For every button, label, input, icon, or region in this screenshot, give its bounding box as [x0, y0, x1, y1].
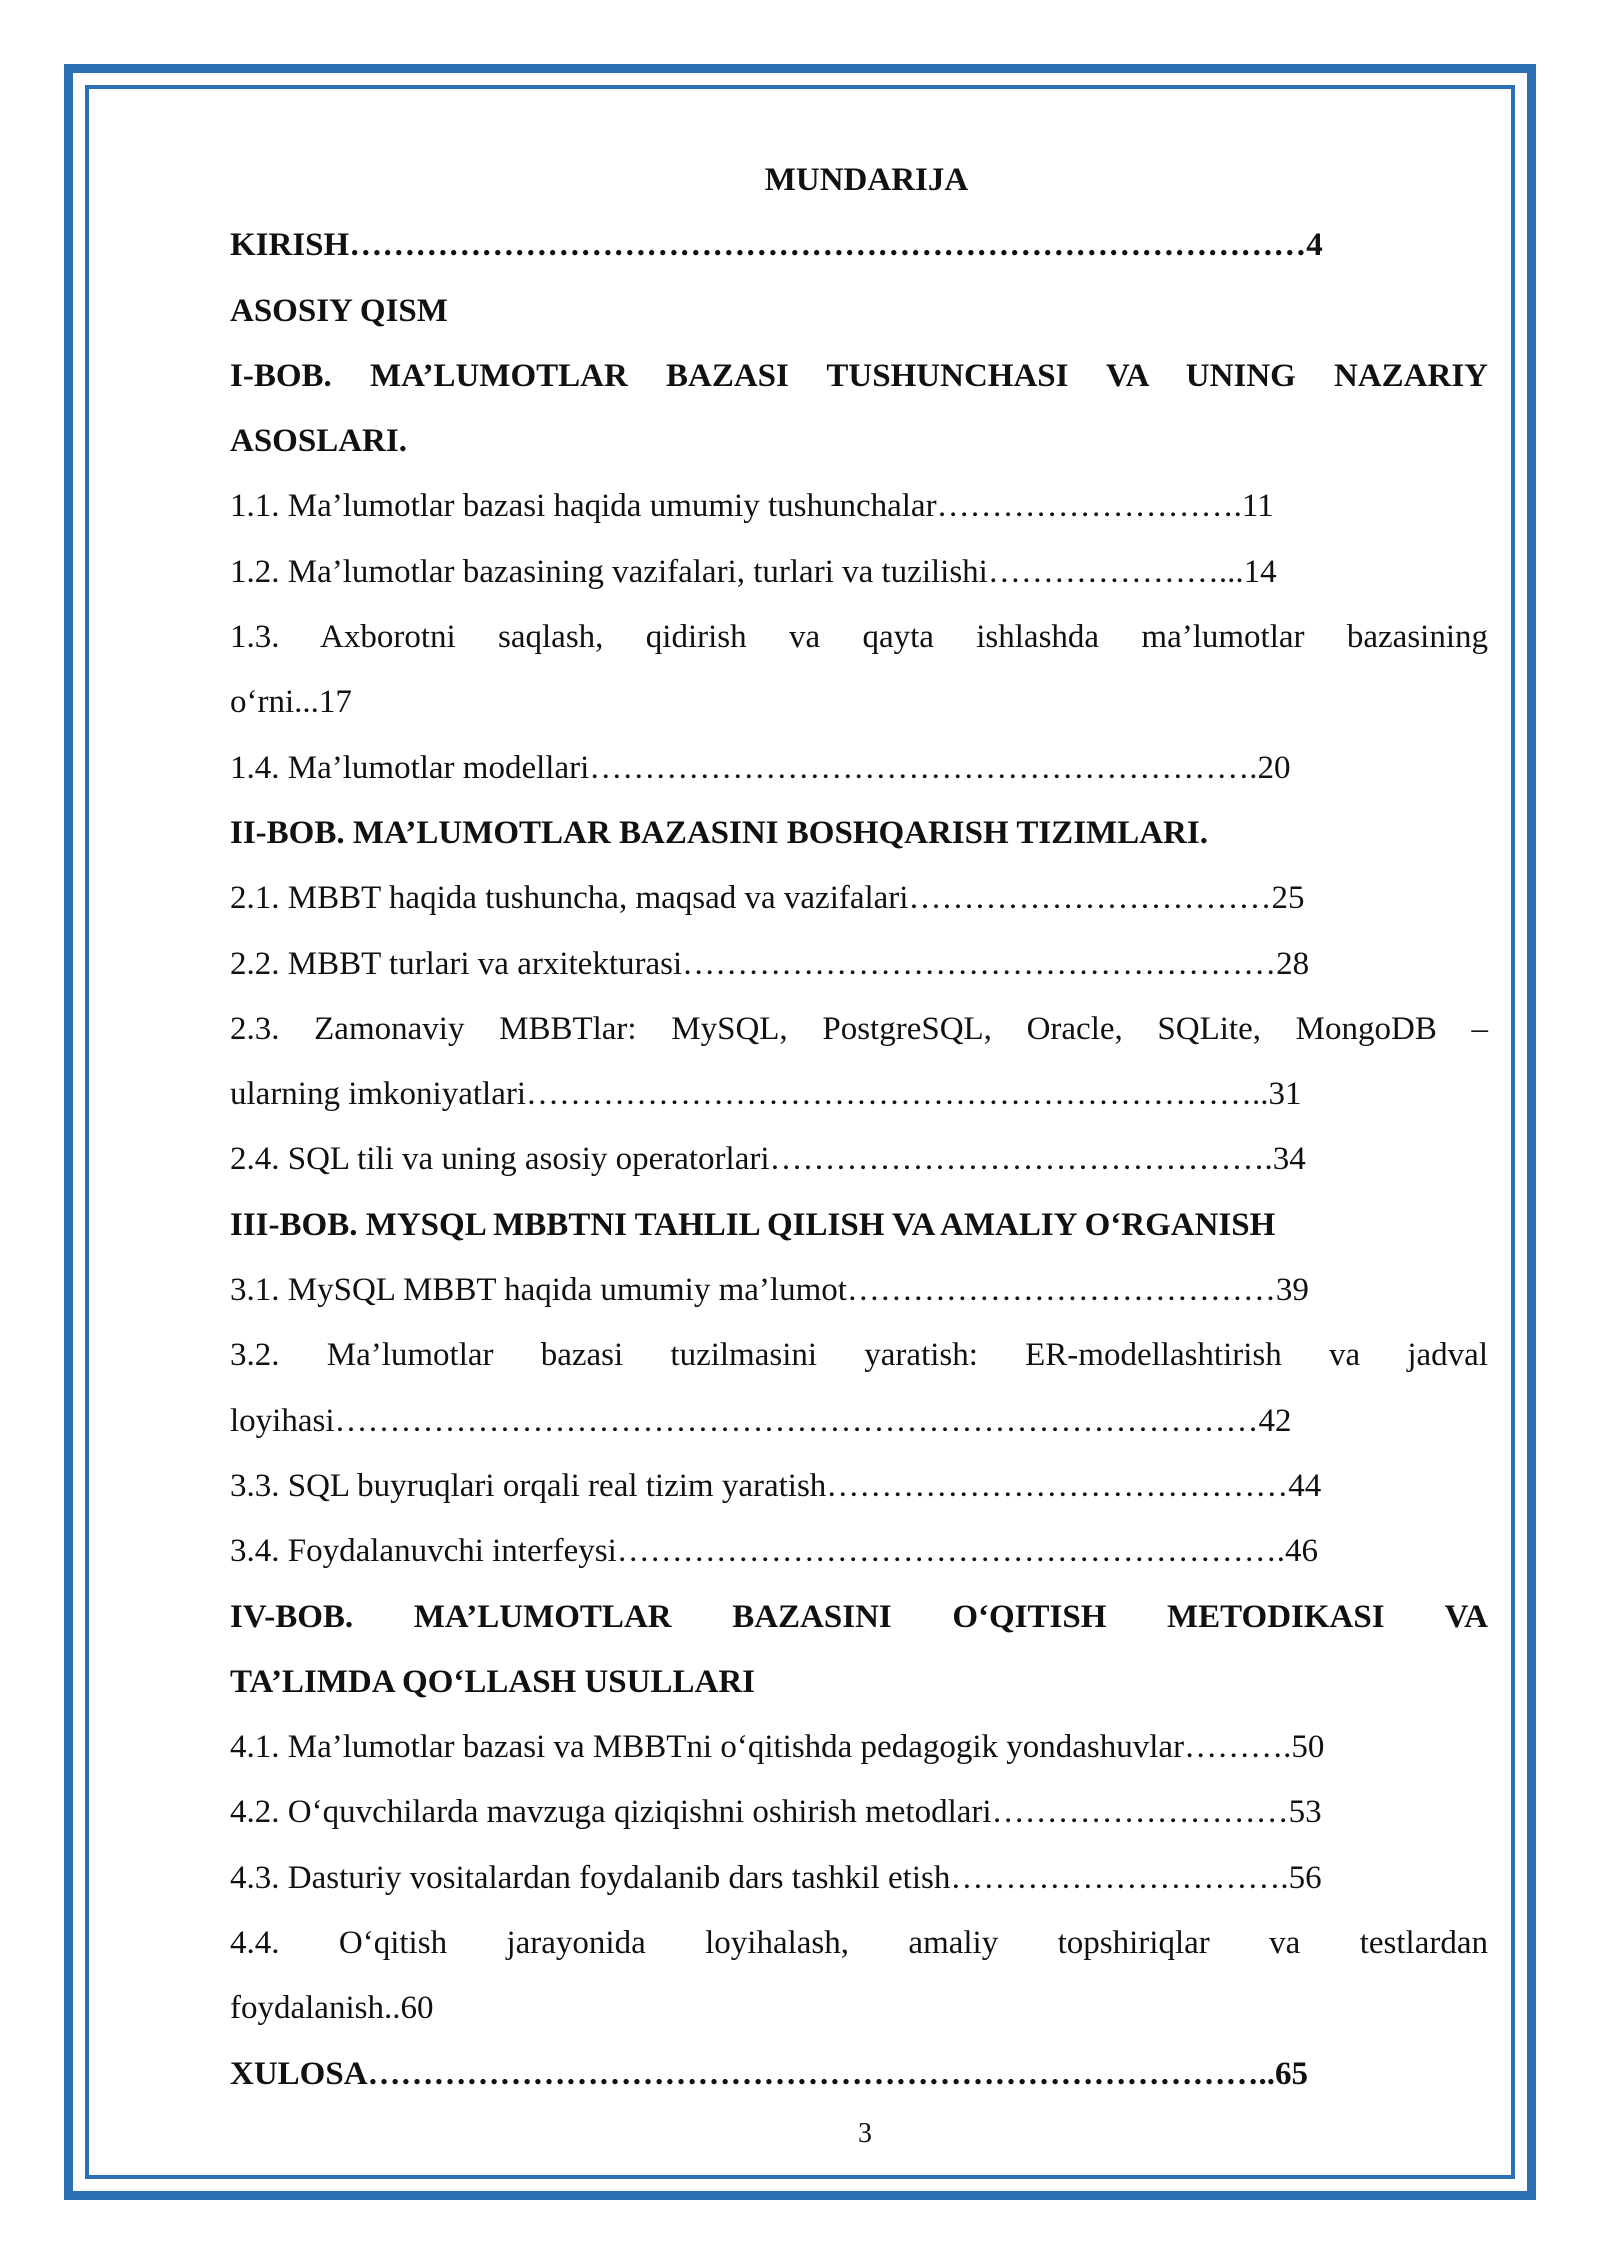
- toc-entry: II-BOB. MA’LUMOTLAR BAZASINI BOSHQARISH TIZIMLARI.: [230, 814, 1208, 851]
- toc-entry: III-BOB. MYSQL MBBTNI TAHLIL QILISH VA AMALIY O‘RGANISH: [230, 1206, 1276, 1243]
- toc-entry: loyihasi…………………………………………………………………………42: [230, 1402, 1292, 1439]
- toc-entry: 1.3. Axborotni saqlash, qidirish va qayta ishlashda ma’lumotlar bazasining: [230, 619, 1488, 656]
- toc-entry: IV-BOB. MA’LUMOTLAR BAZASINI O‘QITISH METODIKASI VA: [230, 1598, 1488, 1635]
- toc-entry: 1.1. Ma’lumotlar bazasi haqida umumiy tushunchalar……………………….11: [230, 488, 1274, 525]
- toc-entry: 1.2. Ma’lumotlar bazasining vazifalari, turlari va tuzilishi…………………...14: [230, 553, 1277, 590]
- toc-list: [230, 213, 1488, 2107]
- toc-entry: 2.2. MBBT turlari va arxitekturasi………………………………………………28: [230, 945, 1310, 982]
- toc-entry: ASOSLARI.: [230, 423, 407, 460]
- toc-entry: 3.1. MySQL MBBT haqida umumiy ma’lumot…………………………………39: [230, 1272, 1309, 1309]
- toc-entry: 4.1. Ma’lumotlar bazasi va MBBTni o‘qitishda pedagogik yondashuvlar……….50: [230, 1729, 1325, 1766]
- toc-entry: 4.2. O‘quvchilarda mavzuga qiziqishni oshirish metodlari………………………53: [230, 1794, 1322, 1831]
- toc-entry: 3.4. Foydalanuvchi interfeysi…………………………………………………….46: [230, 1533, 1319, 1570]
- toc-entry: 4.3. Dasturiy vositalardan foydalanib dars tashkil etish………………………….56: [230, 1859, 1322, 1896]
- toc-entry: 2.3. Zamonaviy MBBTlar: MySQL, PostgreSQL, Oracle, SQLite, MongoDB –: [230, 1010, 1488, 1047]
- toc-entry: 2.4. SQL tili va uning asosiy operatorlari……………………………………….34: [230, 1141, 1306, 1178]
- toc-entry: 3.2. Ma’lumotlar bazasi tuzilmasini yaratish: ER-modellashtirish va jadval: [230, 1337, 1488, 1374]
- toc-entry: o‘rni...17: [230, 684, 352, 721]
- toc-entry: I-BOB. MA’LUMOTLAR BAZASI TUSHUNCHASI VA UNING NAZARIY: [230, 357, 1488, 394]
- toc-entry: TA’LIMDA QO‘LLASH USULLARI: [230, 1663, 756, 1700]
- toc-entry: 1.4. Ma’lumotlar modellari…………………………………………………….20: [230, 749, 1291, 786]
- toc-entry: 3.3. SQL buyruqlari orqali real tizim yaratish……………………………………44: [230, 1467, 1322, 1504]
- page-number: 3: [858, 2118, 872, 2149]
- toc-entry: KIRISH……………………………………………………………………………4: [230, 227, 1323, 264]
- table-of-contents: [230, 148, 1488, 2107]
- toc-entry: foydalanish..60: [230, 1990, 434, 2027]
- toc-entry: XULOSA………………………………………………………………………..65: [230, 2055, 1309, 2092]
- toc-entry: 4.4. O‘qitish jarayonida loyihalash, amaliy topshiriqlar va testlardan: [230, 1925, 1488, 1962]
- page-title: MUNDARIJA: [764, 162, 969, 198]
- toc-entry: 2.1. MBBT haqida tushuncha, maqsad va vazifalari……………………………25: [230, 880, 1305, 917]
- toc-entry: ularning imkoniyatlari…………………………………………………………..31: [230, 1076, 1302, 1113]
- toc-entry: ASOSIY QISM: [230, 292, 448, 329]
